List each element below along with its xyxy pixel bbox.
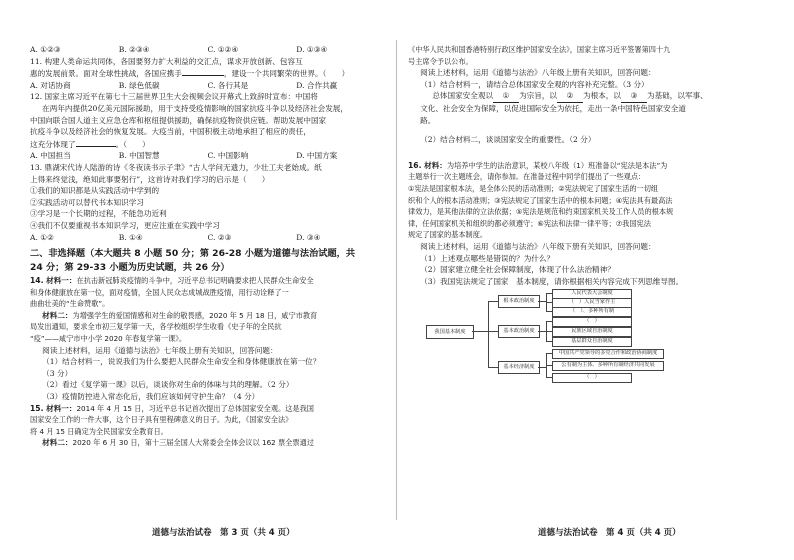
q16-material-line: 主题举行一次主题班会，请你参加。在准备过程中同学们提出了一些观点： [408,172,646,182]
mind-map-leaf: 基层群众自治制度 [552,337,632,347]
q15-material-2: 材料二：2020 年 6 月 30 日，第十三届全国人大常委会全体会议以 162 票全票通过 [42,438,314,448]
q16-material-line: 律效力，是其他法律的立法依据；⑤宪法是规范和约束国家机关及工作人员的根本规 [408,207,674,217]
mind-map-leaf: 民族区域自治制度 [552,327,632,337]
option-b: B. ①④ [118,232,143,242]
q14-subquestion: （3）疫情防控进入常态化后，我们应该如何守护生命？（4 分） [42,392,260,402]
q14-material-2: 材料二：为增强学生的爱国情感和对生命的敬畏感，2020 年 5 月 18 日，咸宁市教育 [42,310,318,320]
option-c: C. ②③ [207,232,232,242]
mind-map-diagram [408,291,764,383]
q13-options [30,232,385,244]
q14-material-line: 局发出通知，要求全市初三复学第一天，各学校组织学生收看《史子年的全民抗 [30,322,282,332]
q14-material-1: 14. 材料一：在抗击新冠肺炎疫情的斗争中，习近平总书记明确要求把人民群众生命安全 [30,276,314,286]
option-c: C. ①②④ [207,45,239,54]
mind-map-leaf: （ ） [552,373,632,383]
mind-map-leaf: 公有制为主体、多种所有制经济共同发展 [552,361,664,371]
option-d: D. ①③④ [296,45,328,54]
q16-instruction: 阅读上述材料，运用《道德与法治》八年级下册有关知识，回答问题： [420,241,656,251]
q12-options [30,150,385,162]
q11-options [30,80,385,92]
q14-material-line: “疫”——咸宁市中小学 2020 年春复学第一课》。 [30,334,187,344]
q15-material-1: 15. 材料一：2014 年 4 月 15 日，习近平总书记首次提出了总体国家安全观。这是我国 [30,403,314,413]
q13-stem-line: 13. 鼎湖宋代诗人陆游的诗《冬夜读书示子聿》“古人学问无遗力，少壮工夫老始成。纸 [30,162,322,172]
option-d: D. 中国方案 [296,151,338,161]
q14-subquestion: （1）结合材料一，说说我们为什么要把人民群众生命安全和身体健康放在第一位？ [42,357,321,367]
mind-map-leaf: （ ）人民当家作主 [552,298,632,308]
mind-map-leaf: 中国共产党领导的多党合作和政治协商制度 [552,349,664,359]
q11-stem-line2: 惠的发展前景。面对全球性挑战，各国应携手 ，建设一个共同繁荣的世界。（ ） [30,69,350,79]
q10-options [30,44,385,56]
q16-subquestion: （3）我国宪法规定了国家 基本制度，请你根据相关内容完成下列思维导图。 [420,276,684,286]
mind-map-leaf: （ ） [552,317,632,327]
q16-material: 16. 材料：为培养中学生的法治意识，某校八年级（1）班准备以“宪法是本法”为 [408,160,668,170]
q12-stem-line: 这充分体现了 。（ ） [30,139,150,149]
option-b: B. ②③④ [118,45,150,54]
q15-material-line: 《中华人民共和国香港特别行政区维护国家安全法》，国家主席习近平签署第四十九 [408,45,671,54]
q12-stem-line: 中国向联合国人道主义应急仓库和枢纽提供援助，确保抗疫物资供应链。帮助发展中国家 [30,115,327,125]
q12-stem-line: 抗疫斗争以及经济社会的恢复发展。大疫当前，中国积极主动地承担了相应的责任， [30,127,311,137]
q14-subquestion: （2）看过《复学第一课》以后，谈谈你对生命的体味与共的理解。（2 分） [42,380,294,390]
section-2-title: 二、非选择题（本大题共 8 小题 50 分；第 26-28 小题为道德与法治试题，共 24 分；第 29-33 小题为历史试题，共 26 分） [30,248,356,273]
answer-blank [182,67,224,76]
q15-fill-line: 文化、社会安全为保障，以促进国际安全为依托，走出一条中国特色国家安全道 [420,103,686,113]
q16-material-line: 织和个人的根本活动准则；③宪法规定了国家生活中的根本问题；④宪法具有最高法 [408,195,673,205]
mind-map-branch: 基本经济制度 [498,361,540,374]
q13-item: ①我们的知识都是从实践活动中学到的 [30,186,160,196]
q16-subquestion: （2）国家建立健全社会保障制度，体现了什么法治精神？ [420,265,615,275]
option-c: C. 各行其是 [207,80,249,90]
q12-stem-line: 在两年内提供20亿美元国际援助，用于支持受疫情影响的国家抗疫斗争以及经济社会发展， [42,103,348,113]
q15-fill-line: 路。 [420,115,436,125]
q15-subquestion: （1）结合材料一，请结合总体国家安全观的内容补充完整。（3 分） [420,79,649,89]
right-page [408,44,764,383]
q13-stem-line: 上得来终觉浅，绝知此事要躬行”，这首诗对我们学习的启示是（ ） [30,174,270,184]
option-d: D. 合作共赢 [296,80,338,90]
page-divider [396,40,397,520]
q14-subquestion: （3 分） [42,368,73,378]
left-page [30,44,385,449]
q14-material-line: 和身体健康放在第一位，面对疫情，全国人民众志成城战胜疫情，用行动诠释了一 [30,287,289,297]
option-a: A. 中国担当 [30,151,71,161]
option-b: B. 中国智慧 [118,151,160,161]
page-footer-left: 道德与法治试卷 第 3 页（共 4 页） [152,528,295,538]
q15-instruction: 阅读上述材料，运用《道德与法治》八年级上册有关知识，回答问题： [420,68,656,78]
q13-item: ②实践活动可以替代书本知识学习 [30,197,144,207]
option-c: C. 中国影响 [207,151,249,161]
q11-stem-line1: 11. 构建人类命运共同体，各国要努力扩大利益的交汇点，谋求开放创新、包容互 [30,56,303,66]
mind-map-leaf: 人民代表大会制度 [552,289,632,299]
q16-material-line: ①宪法是国家根本法，是全体公民的活动准则；②宪法规定了国家生活的一切组 [408,183,659,193]
option-d: D. ③④ [296,232,321,242]
mind-map-leaf: （ ）、多种所有制 [552,307,632,317]
q12-stem-line: 12. 国家主席习近平在第七十三届世界卫生大会视频会议开幕式上致辞时宣布：中国将 [30,92,318,102]
q14-instruction: 阅读上述材料，运用《道德与法治》七年级上册有关知识，回答问题： [42,345,278,355]
q15-material-line: 号主席令予以公布。 [408,56,473,66]
option-a: A. 对话协商 [30,80,71,90]
option-a: A. ①②③ [30,45,61,54]
q14-material-line: 曲曲壮美的“生命赞歌”。 [30,299,110,309]
mind-map-branch: 基本政治制度 [498,325,540,338]
option-b: B. 绿色低碳 [118,80,160,90]
q13-item: ④我们不仅要重视书本知识学习，更应注重在实践中学习 [30,220,220,230]
answer-blank [76,138,116,147]
option-a: A. ①② [30,232,54,242]
page-footer-right: 道德与法治试卷 第 4 页（共 4 页） [538,528,681,538]
q16-material-line: 规定了国家的基本制度。 [408,230,488,240]
q15-fill-line: 总体国家安全观以 ① 为宗旨，以 ② 为根本，以 ③ 为基础，以军事、 [408,90,764,103]
q15-subquestion: （2）结合材料二，谈谈国家安全的重要性。（2 分） [420,135,596,145]
q16-material-line: 律，任何国家机关和组织的都必须遵守；⑥宪法和法律一律平等；⑦我国宪法 [408,218,651,228]
q15-material-line: 将 4 月 15 日确定为全民国家安全教育日。 [30,426,168,436]
q13-item: ③学习是一个长期的过程，不能急功近利 [30,209,167,219]
q15-material-line: 国家安全工作的一件大事，这个日子具有里程碑意义的日子。为此，《国家安全法》 [30,415,293,425]
mind-map-branch: 根本政治制度 [498,295,540,308]
mind-map-root: 我国基本制度 [426,325,474,339]
q16-subquestion: （1）上述观点哪些是错误的？为什么？ [420,253,555,263]
